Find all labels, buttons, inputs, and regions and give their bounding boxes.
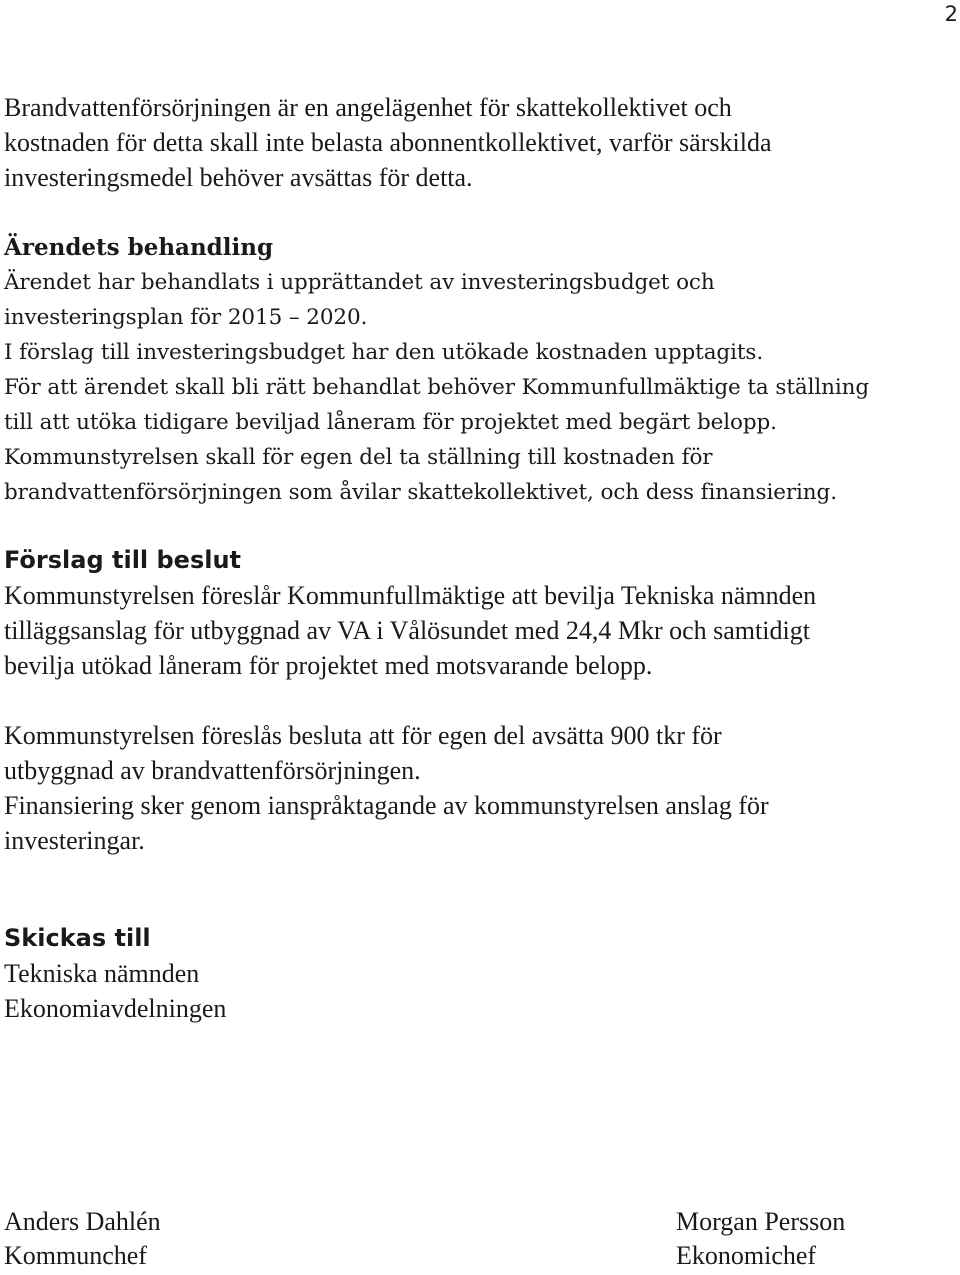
recipient: Ekonomiavdelningen [4, 994, 227, 1023]
forslag-till-beslut-heading: Förslag till beslut [4, 546, 242, 574]
forslag-till-beslut-section [4, 543, 958, 858]
forslag-paragraph: Finansiering sker genom ianspråktagande av kommunstyrelsen anslag för investeringar. [4, 791, 769, 855]
signatory-name: Morgan Persson [676, 1207, 846, 1236]
signatory-title: Kommunchef [4, 1241, 147, 1270]
spacer [4, 195, 958, 230]
intro-paragraph: Brandvattenförsörjningen är en angelägenhet för skattekollektivet och kostnaden för detta skall inte belasta abonnentkollektivet, varför särskilda investeringsmedel behöver avsättas för detta. [4, 93, 772, 192]
recipient: Tekniska nämnden [4, 959, 200, 988]
forslag-paragraph: Kommunstyrelsen föreslås besluta att för egen del avsätta 900 tkr för utbyggnad av brandvattenförsörjningen. [4, 721, 722, 785]
page-number: 2 [944, 2, 958, 26]
signature-block [4, 1205, 958, 1275]
signatory-title: Ekonomichef [676, 1241, 817, 1270]
skickas-till-section [4, 921, 958, 1026]
signature-left [4, 1205, 161, 1273]
arendets-behandling-section [4, 230, 958, 510]
signature-right [676, 1205, 845, 1273]
spacer [4, 683, 958, 718]
behandling-paragraph: Kommunstyrelsen skall för egen del ta ställning till kostnaden för brandvattenförsörjningen som åvilar skattekollektivet, och dess finansiering. [4, 445, 837, 505]
behandling-paragraph: För att ärendet skall bli rätt behandlat behöver Kommunfullmäktige ta ställning till att utöka tidigare beviljad låneram för projektet med begärt belopp. [4, 375, 870, 435]
skickas-till-heading: Skickas till [4, 924, 151, 952]
document-body [4, 90, 958, 1026]
forslag-paragraph: Kommunstyrelsen föreslår Kommunfullmäktige att bevilja Tekniska nämnden tilläggsanslag för utbyggnad av VA i Vålösundet med 24,4 Mkr och samtidigt bevilja utökad låneram för projektet med motsvarande belopp. [4, 581, 817, 680]
behandling-paragraph: Ärendet har behandlats i upprättandet av investeringsbudget och investeringsplan för 2015 – 2020. [4, 270, 715, 330]
spacer [4, 510, 958, 543]
signatory-name: Anders Dahlén [4, 1207, 161, 1236]
arendets-behandling-heading: Ärendets behandling [4, 234, 274, 261]
spacer [4, 858, 958, 921]
behandling-paragraph: I förslag till investeringsbudget har den utökade kostnaden upptagits. [4, 340, 764, 365]
